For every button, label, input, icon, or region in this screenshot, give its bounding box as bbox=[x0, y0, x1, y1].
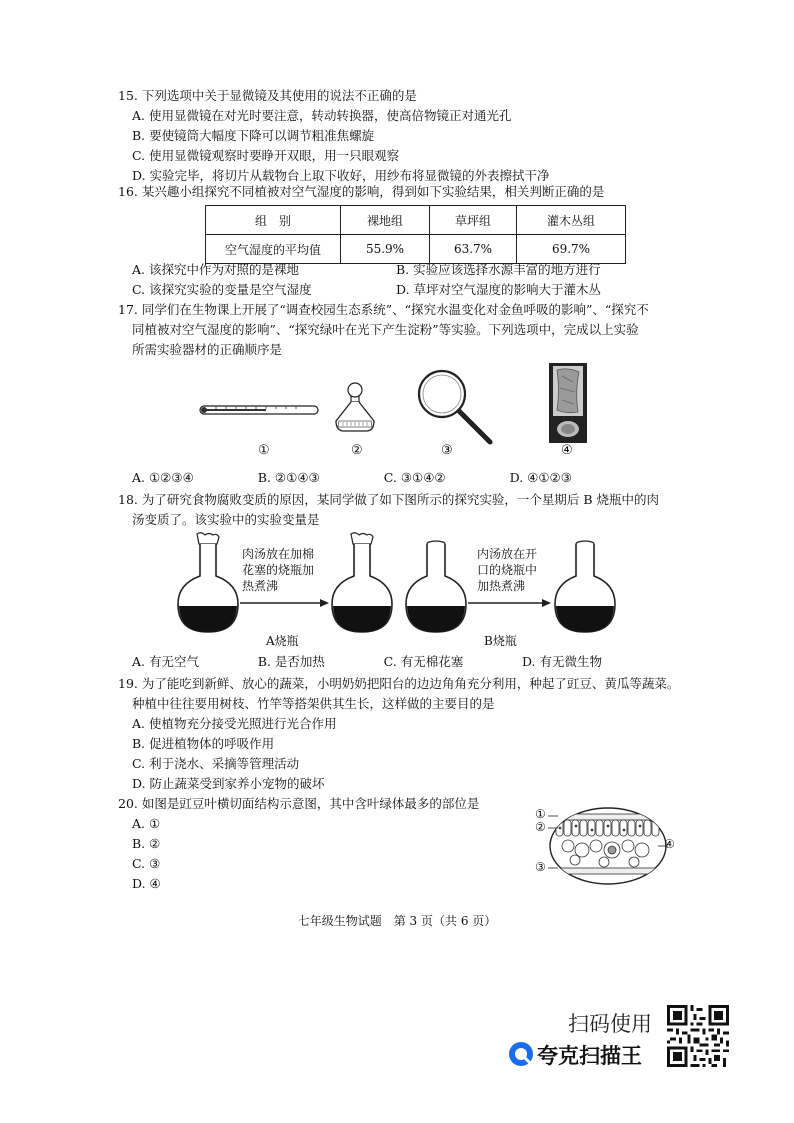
arrow-right-icon bbox=[468, 598, 552, 608]
question-stem-line: 17. 同学们在生物课上开展了“调查校园生态系统”、“探究水温变化对金鱼呼吸的影响”、“探究不 bbox=[118, 302, 649, 317]
figure-number-4: ④ bbox=[561, 443, 573, 458]
option-c: C. 有无棉花塞 bbox=[383, 654, 464, 669]
question-19 bbox=[118, 674, 698, 794]
arrow-right-icon bbox=[240, 598, 330, 608]
option-d: D. 草坪对空气湿度的影响大于灌木丛 bbox=[396, 282, 602, 297]
flask-b-before-icon bbox=[404, 540, 468, 636]
question-stem-line: 汤变质了。该实验中的实验变量是 bbox=[132, 512, 320, 527]
thermometer-icon bbox=[196, 398, 326, 422]
table-header: 灌木丛组 bbox=[517, 206, 626, 235]
question-18 bbox=[118, 490, 698, 530]
question-stem-line: 同植被对空气湿度的影响”、“探究绿叶在光下产生淀粉”等实验。下列选项中，完成以上实验 bbox=[132, 322, 639, 337]
option-a: A. 使用显微镜在对光时要注意，转动转换器，使高倍物镜正对通光孔 bbox=[132, 108, 512, 123]
leaf-in-alcohol-icon bbox=[548, 362, 588, 444]
scanner-app-name: 夸克扫描王 bbox=[537, 1044, 642, 1068]
question-stem-line: 19. 为了能吃到新鲜、放心的蔬菜，小明奶奶把阳台的边边角角充分利用，种起了豇豆、黄瓜等蔬菜。 bbox=[118, 676, 680, 691]
flask-a-after-icon bbox=[330, 532, 394, 636]
option-a: A. ① bbox=[132, 816, 161, 831]
option-c: C. 使用显微镜观察时要睁开双眼，用一只眼观察 bbox=[132, 148, 400, 163]
option-c: C. ③ bbox=[132, 856, 161, 871]
flask-a-before-icon bbox=[176, 532, 240, 636]
flask-b-after-icon bbox=[553, 540, 617, 636]
question-17-options bbox=[118, 468, 698, 488]
flask-b-label: B烧瓶 bbox=[484, 634, 517, 648]
table-cell: 63.7% bbox=[430, 235, 517, 264]
option-b: B. 促进植物体的呼吸作用 bbox=[132, 736, 275, 751]
leaf-part-1-label: ① bbox=[535, 807, 546, 821]
question-17 bbox=[118, 300, 698, 360]
table-cell: 空气湿度的平均值 bbox=[206, 235, 341, 264]
figure-number-2: ② bbox=[351, 443, 363, 458]
leaf-part-4-label: ④ bbox=[664, 837, 675, 851]
leaf-cross-section-diagram bbox=[548, 806, 668, 886]
question-stem: 15. 下列选项中关于显微镜及其使用的说法不正确的是 bbox=[118, 88, 417, 103]
option-b: B. 是否加热 bbox=[257, 654, 325, 669]
flask-a-description: 肉汤放在加棉 花塞的烧瓶加 热煮沸 bbox=[242, 547, 315, 593]
option-c: C. ③①④② bbox=[383, 470, 446, 485]
option-a: A. ①②③④ bbox=[132, 470, 194, 485]
option-d: D. 有无微生物 bbox=[521, 654, 602, 669]
option-b: B. 实验应该选择水源丰富的地方进行 bbox=[396, 262, 601, 277]
option-c: C. 该探究实验的变量是空气湿度 bbox=[132, 282, 312, 297]
option-b: B. ② bbox=[132, 836, 161, 851]
leaf-part-3-label: ③ bbox=[535, 860, 546, 874]
flask-b-description: 内汤放在开 口的烧瓶中 加热煮沸 bbox=[477, 547, 538, 593]
figure-number-1: ① bbox=[258, 443, 270, 458]
question-18-options bbox=[118, 652, 698, 672]
option-b: B. 要使镜筒大幅度下降可以调节粗准焦螺旋 bbox=[132, 128, 375, 143]
magnifying-glass-icon bbox=[414, 366, 496, 446]
question-16 bbox=[118, 182, 698, 202]
question-16-options bbox=[118, 260, 698, 300]
question-stem-line: 种植中往往要用树枝、竹竿等搭架供其生长，这样做的主要目的是 bbox=[132, 696, 495, 711]
question-stem: 16. 某兴趣小组探究不同植被对空气湿度的影响，得到如下实验结果，相关判断正确的是 bbox=[118, 184, 605, 199]
figure-number-3: ③ bbox=[441, 443, 453, 458]
question-stem-line: 所需实验器材的正确顺序是 bbox=[132, 342, 283, 357]
option-a: A. 有无空气 bbox=[132, 654, 199, 669]
option-d: D. 实验完毕，将切片从载物台上取下收好，用纱布将显微镜的外表擦拭干净 bbox=[132, 168, 550, 183]
option-d: D. ④ bbox=[132, 876, 161, 891]
leaf-part-2-label: ② bbox=[535, 820, 546, 834]
question-stem-line: 18. 为了研究食物腐败变质的原因，某同学做了如下图所示的探究实验，一个星期后 B 烧瓶中的肉 bbox=[118, 492, 659, 507]
question-15 bbox=[118, 86, 698, 186]
quark-logo-icon bbox=[508, 1041, 534, 1067]
page-footer: 七年级生物试题 第 3 页（共 6 页） bbox=[297, 914, 497, 928]
humidity-table bbox=[205, 205, 626, 264]
table-cell: 55.9% bbox=[341, 235, 430, 264]
option-b: B. ②①④③ bbox=[257, 470, 320, 485]
table-header: 裸地组 bbox=[341, 206, 430, 235]
table-header: 组 别 bbox=[206, 206, 341, 235]
option-a: A. 该探究中作为对照的是裸地 bbox=[132, 262, 299, 277]
option-d: D. 防止蔬菜受到家养小宠物的破坏 bbox=[132, 776, 325, 791]
table-header: 草坪组 bbox=[430, 206, 517, 235]
qr-code-icon[interactable] bbox=[667, 1005, 729, 1067]
scan-to-use-text: 扫码使用 bbox=[568, 1012, 652, 1036]
option-a: A. 使植物充分接受光照进行光合作用 bbox=[132, 716, 337, 731]
question-stem: 20. 如图是豇豆叶横切面结构示意图，其中含叶绿体最多的部位是 bbox=[118, 796, 480, 811]
reagent-bottle-icon bbox=[330, 381, 380, 437]
table-cell: 69.7% bbox=[517, 235, 626, 264]
option-d: D. ④①②③ bbox=[509, 470, 572, 485]
option-c: C. 利于浇水、采摘等管理活动 bbox=[132, 756, 300, 771]
flask-a-label: A烧瓶 bbox=[266, 634, 299, 648]
